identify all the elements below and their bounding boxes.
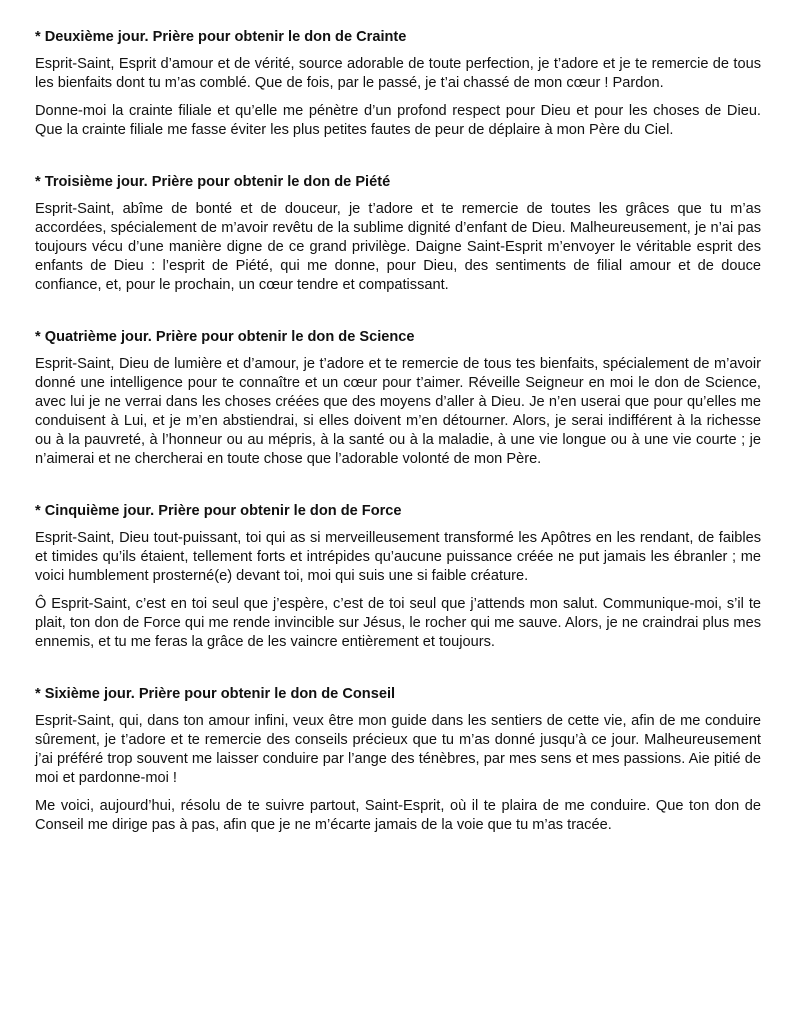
paragraph: Esprit-Saint, Esprit d’amour et de vérité, source adorable de toute perfection, je t’adore et je te remercie de tous les bienfaits dont tu m’as comblé. Que de fois, par le passé, je t’ai chassé de mon cœur ! Pardon. xyxy=(35,56,761,91)
section-heading: * Troisième jour. Prière pour obtenir le don de Piété xyxy=(35,174,391,190)
section-heading: * Quatrième jour. Prière pour obtenir le don de Science xyxy=(35,329,415,345)
section-quatrieme-jour xyxy=(35,328,761,469)
paragraph: Esprit-Saint, qui, dans ton amour infini, veux être mon guide dans les sentiers de cette vie, afin de me conduire sûrement, je t’adore et te remercie des conseils précieux que tu m’as donné jusqu’à ce jour. Malheureusement j’ai préféré trop souvent me laisser conduire par l’ange des ténèbres, par mes sens et mes passions. Aie pitié de moi et pardonne-moi ! xyxy=(35,713,761,786)
document-page xyxy=(35,28,761,868)
section-deuxieme-jour xyxy=(35,28,761,140)
paragraph: Esprit-Saint, Dieu tout-puissant, toi qui as si merveilleusement transformé les Apôtres en les rendant, de faibles et timides qu’ils étaient, tellement forts et intrépides qu’aucune puissance créée ne put jamais les ébranler ; me voici humblement prosterné(e) devant toi, moi qui suis une si faible créature. xyxy=(35,530,761,584)
section-cinquieme-jour xyxy=(35,502,761,652)
paragraph: Esprit-Saint, Dieu de lumière et d’amour, je t’adore et te remercie de tous tes bienfaits, spécialement de m’avoir donné une intelligence pour te connaître et un cœur pour t’aimer. Réveille Seigneur en moi le don de Science, avec lui je ne verrai dans les choses créées que des moyens d’aller à Dieu. Je n’en userai que pour qu’elles me conduisent à Lui, et je m’en abstiendrai, si elles doivent m’en détourner. Alors, je serai indifférent à la richesse ou à la pauvreté, à l’honneur ou au mépris, à la santé ou à la maladie, à une vie longue ou à une vie courte ; je n’aimerai et ne chercherai en toute chose que l’adorable volonté de mon Père. xyxy=(35,356,761,467)
section-sixieme-jour xyxy=(35,685,761,835)
section-heading: * Deuxième jour. Prière pour obtenir le don de Crainte xyxy=(35,29,407,45)
section-troisieme-jour xyxy=(35,173,761,295)
section-heading: * Cinquième jour. Prière pour obtenir le don de Force xyxy=(35,503,402,519)
section-heading: * Sixième jour. Prière pour obtenir le don de Conseil xyxy=(35,686,396,702)
paragraph: Me voici, aujourd’hui, résolu de te suivre partout, Saint-Esprit, où il te plaira de me conduire. Que ton don de Conseil me dirige pas à pas, afin que je ne m’écarte jamais de la voie que tu m’as tracée. xyxy=(35,798,761,833)
paragraph: Donne-moi la crainte filiale et qu’elle me pénètre d’un profond respect pour Dieu et pour les choses de Dieu. Que la crainte filiale me fasse éviter les plus petites fautes de peur de déplaire à mon Père du Ciel. xyxy=(35,103,761,138)
paragraph: Ô Esprit-Saint, c’est en toi seul que j’espère, c’est de toi seul que j’attends mon salut. Communique-moi, s’il te plait, ton don de Force qui me rende invincible sur Jésus, le rocher qui me sauve. Alors, je ne craindrai plus mes ennemis, et tu me feras la grâce de les vaincre entièrement et toujours. xyxy=(35,596,761,650)
paragraph: Esprit-Saint, abîme de bonté et de douceur, je t’adore et te remercie de toutes les grâces que tu m’as accordées, spécialement de m’avoir revêtu de la sublime dignité d’enfant de Dieu. Malheureusement, je n’ai pas toujours vécu d’une manière digne de ce grand privilège. Daigne Saint-Esprit m’envoyer le véritable esprit des enfants de Dieu : l’esprit de Piété, qui me donne, pour Dieu, des sentiments de filial amour et de douce confiance, et, pour le prochain, un cœur tendre et compatissant. xyxy=(35,201,761,293)
